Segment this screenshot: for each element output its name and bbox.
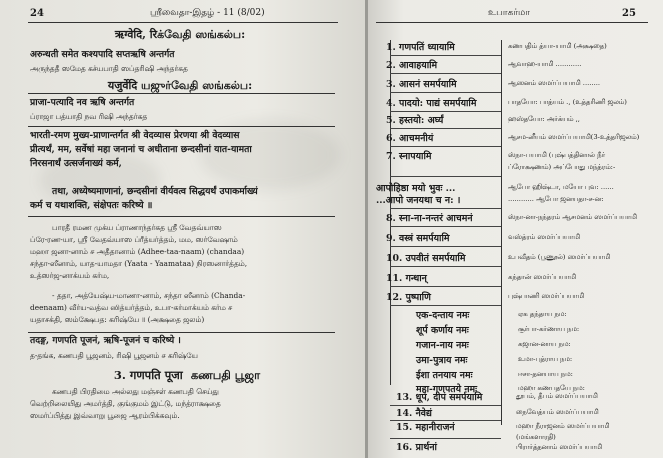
ritual-step-tamil: ஹஸ்தயோ: அர்க்யம் ,, (508, 115, 580, 123)
row-rule (390, 286, 501, 287)
header-rule (376, 22, 648, 23)
rig-heading: ऋग्वेदि, रिக்வேதி ஸங்கல்ப: (114, 28, 246, 41)
row-rule (390, 73, 501, 74)
row-rule (390, 246, 501, 247)
tamil-line: சந்தா-ஸீனாம், யாத-யாமதா (Yaata - Yaamataa) நிரஸனார்த்தம், (30, 259, 248, 268)
ritual-step-tamil: தூபம், தீபம் ஸமர்ப்பயாமி (516, 392, 598, 400)
ritual-step-tamil: ஸ்நா-னா-நந்தரம் ஆசமனம் ஸமர்ப்பயாமி (508, 213, 637, 221)
row-rule (390, 176, 501, 177)
ritual-step-sanskrit: 10. उपवीतं समर्पयामि (386, 253, 466, 264)
row-rule (390, 208, 501, 209)
page-header-title: உபாகர்மா (488, 8, 530, 18)
rig-sanskrit: अरुन्धती समेत कश्यपादि सप्तऋषि अन्तर्गत (30, 49, 175, 60)
ritual-step-sanskrit: 2. आवाहयामि (386, 60, 438, 71)
ganapati-name-sanskrit: महा-गणपतये नमः (416, 384, 478, 395)
ganapati-name-sanskrit: शूर्प कर्णाय नमः (416, 325, 469, 336)
ritual-step-sanskrit: 3. आसनं समर्पयामि (386, 79, 457, 90)
tadanga-sanskrit: तदङ्ग, गणपति पूजनं, ऋषि-पूजनं च करिष्ये । (30, 335, 181, 346)
ganapati-name-tamil: கஜான-னாய நம: (518, 340, 571, 348)
section-title (40, 368, 330, 384)
yaju-sanskrit: प्राजा-पत्यादि नव ऋषि अन्तर्गत (30, 97, 135, 108)
ritual-step-tamil: மஹா நீராஜனம் ஸமர்ப்பயாமி (516, 422, 610, 430)
section-title-sanskrit: 3. गणपति पूजा (113, 368, 183, 382)
tamil-paragraph-1 (30, 222, 330, 282)
section-title-tamil: கணபதி பூஜா (190, 368, 261, 382)
closing-line: ஸமர்ப்பித்து இவ்வாறு பூஜை ஆரம்பிக்கவும். (30, 411, 180, 420)
ganapati-name-sanskrit: गजान-नाय नमः (416, 340, 469, 351)
ritual-step-tamil: வஸ்த்ரம் ஸமர்ப்பயாமி (508, 233, 580, 241)
ritual-step-tamil: ப்ரோக்ஷணம்) அப்போது மந்த்ரம்:- (508, 163, 616, 171)
row-rule (390, 420, 501, 421)
page-number: 25 (622, 8, 636, 19)
box-bottom-rule (28, 216, 335, 217)
tamil-line: deenaam) வீர்ய-வத்வ ஸித்யர்த்தம், உபா-கர்மாக்யம் கர்ம ச (30, 303, 233, 312)
header-rule (28, 22, 338, 23)
ritual-step-sanskrit: ...आपो जनयथा च न: । (376, 195, 461, 206)
ritual-step-tamil: உபவீதம் (பூணூல்) ஸமர்ப்பயாமி (508, 253, 611, 261)
ritual-step-sanskrit: 15. महानीराजनं (396, 422, 455, 433)
sankalpa-sanskrit (30, 129, 330, 171)
row-rule (390, 305, 501, 306)
ganapati-name-sanskrit: एक-दन्ताय नमः (416, 310, 470, 321)
yaju-heading: यजुर्वेदि யஜுர்வேதி ஸங்கல்ப: (107, 79, 253, 92)
ritual-step-sanskrit: 8. स्ना-ना-नन्तरं आचमनं (386, 213, 473, 224)
ritual-step-sanskrit: आपोहिष्ठा मयो भुवः ... (376, 183, 456, 194)
tamil-paragraph-2 (30, 290, 330, 326)
closing-tamil (30, 386, 330, 422)
row-rule (390, 226, 501, 227)
ritual-step-tamil: கணபதிம் த்யா-யாமி (அக்ஷதை) (508, 42, 607, 50)
ritual-step-sanskrit: 11. गन्धान् (386, 273, 427, 284)
ritual-step-sanskrit: 4. पादयो: पाद्यं समर्पयामि (386, 98, 477, 109)
ritual-step-tamil: ஸ்நா-பயாமி (புஷ்பத்தினால் நீர் (508, 151, 606, 159)
ganapati-name-tamil: ஈசா-தனயாய நம: (518, 370, 573, 378)
tatha-line: कर्म च यथाशक्ति, संक्षेपतः करिष्ये ॥ (30, 200, 153, 211)
tamil-line: யதாசக்தி, ஸம்க்ஷேபத: கரிஷ்யே ॥ (அக்ஷதை ஜலம்) (30, 315, 205, 324)
rig-tamil: அருந்ததீ ஸமேத கச்யபாதி ஸப்தரிஷி அந்தர்கத (30, 64, 188, 73)
right-page (368, 0, 663, 458)
box-top-rule (28, 93, 335, 94)
row-rule (390, 92, 501, 93)
tamil-line: பாரதீ ரமண முக்ய ப்ராணாந்தர்கத ஸ்ரீ வேதவ்யாஸ (52, 223, 222, 232)
ritual-step-sanskrit: 13. धूपं, दीपं समर्पयामि (396, 392, 483, 403)
tatha-line: तथा, अध्येष्यमाणानां, छन्दसीनां वीर्यवत्व सिद्धयर्थं उपाकर्माख्यं (52, 186, 258, 197)
closing-line: வெற்றிலையிது அமர்த்தி, குங்குமம் இட்டு, மந்த்ராக்ஷதை (30, 399, 221, 408)
row-rule (390, 146, 501, 147)
sankalpa-line: प्रीत्यर्थं, मम, सर्वेषां महा जनानां च अधीताना छन्दसीनां यात-यामता (30, 144, 252, 155)
ritual-step-sanskrit: 9. वस्त्रं समर्पयामि (386, 233, 450, 244)
ganapati-name-tamil: உமா-புத்ராய நம: (518, 355, 573, 363)
ritual-step-tamil: ஆவாஹ-யாமி ............ (508, 60, 582, 68)
row-rule (390, 405, 501, 406)
ritual-step-tamil: நைவேத்யம் ஸமர்ப்பயாமி (516, 408, 599, 416)
row-rule (390, 55, 501, 56)
ritual-step-tamil: ஆசம-னீயம் ஸமர்ப்பயாமி(3-உத்தரிஜலம்) (508, 133, 640, 141)
tatha-sanskrit (30, 185, 330, 213)
ganapati-name-sanskrit: ईशा तनयाय नमः (416, 370, 473, 381)
tamil-line: - ததா, அத்யேஷ்ய-மாணா-னாம், சந்தா ஸீனாம் (Chanda- (52, 291, 246, 300)
tamil-line: உத்ஸர்ஜ-னாக்யம் கர்ம, (30, 271, 110, 280)
box-mid-rule (28, 126, 335, 127)
ritual-step-tamil: ஆஸனம் ஸமர்ப்பயாமி ........ (508, 79, 601, 87)
tamil-line: மஹா ஜனா-னாம் ச அதீதானாம் (Adhee-taa-naam) (chandaa) (30, 247, 245, 256)
ritual-step-tamil: ............ ஆபோ ஜனயதா-ச-ன: (508, 195, 604, 203)
ritual-step-sanskrit: 16. प्रार्थनां (396, 442, 437, 453)
ritual-step-sanskrit: 12. पुष्पाणि (386, 292, 431, 303)
sankalpa-line: निरसनार्थं उत्सर्जनाख्यं कर्म, (30, 158, 122, 169)
tadanga-top-rule (28, 332, 335, 333)
row-rule (390, 111, 501, 112)
sankalpa-line: भारती-रमण मुख्य-प्राणान्तर्गत श्री वेदव्यास प्रेरणया श्री वेदव्यास (30, 130, 240, 141)
ritual-step-sanskrit: 6. आचमनीयं (386, 133, 434, 144)
row-rule (390, 266, 501, 267)
tamil-line: ப்ரே-ரண-யா, ஸ்ரீ வேதவ்யாஸ ப்ரீத்யர்த்தம், மம, ஸர்வேஷாம் (30, 235, 238, 244)
ritual-step-tamil: (மங்களாரதி) (516, 433, 556, 441)
table-divider-rule (501, 40, 502, 425)
page-header-title: ஸ்ரீவைதா-இதழ் - 11 (8/02) (150, 8, 265, 18)
row-rule (390, 128, 501, 129)
row-rule (390, 438, 501, 439)
yaju-tamil: ப்ராஜா பத்யாதி நவ ரிஷி அந்தர்கத (30, 112, 148, 121)
ganapati-name-tamil: ஏக தந்தாய நம: (518, 310, 567, 318)
tadanga-tamil: த-தங்க, கணபதி பூஜனம், ரிஷி பூஜனம் ச கரிஷ்யே (30, 351, 198, 360)
ritual-step-tamil: கந்தான் ஸமர்ப்பயாமி (508, 273, 576, 281)
ritual-step-tamil: ஆபோ ஹிஷ்டா, மயோ புவ: ...... (508, 183, 614, 191)
ritual-step-tamil: புஷ்பாணி ஸமர்ப்பயாமி (508, 292, 585, 300)
ritual-step-tamil: பிரார்த்தனாம் ஸமர்ப்பயாமி (516, 443, 602, 451)
page-number: 24 (30, 8, 44, 19)
ganapati-name-tamil: சூர்பா-கர்ணாய நம: (518, 325, 580, 333)
ritual-step-tamil: பாதயோ: பாத்யம் ., (உத்தரிணி ஜலம்) (508, 98, 627, 106)
ritual-step-sanskrit: 1. गणपतिं ध्यायामि (386, 42, 455, 53)
ritual-step-sanskrit: 7. स्नापयामि (386, 151, 432, 162)
ganapati-name-sanskrit: उमा-पुत्राय नमः (416, 355, 468, 366)
closing-line: கணபதி பிரதிமை அல்லது மஞ்சள் கணபதி செய்து (52, 387, 219, 396)
ganapati-name-tamil: மஹா கணபதயே நம: (518, 384, 585, 392)
ritual-step-sanskrit: 5. हस्तयो: अर्घ्यं (386, 115, 444, 126)
ritual-step-sanskrit: 14. नैवेद्यं (396, 408, 432, 419)
